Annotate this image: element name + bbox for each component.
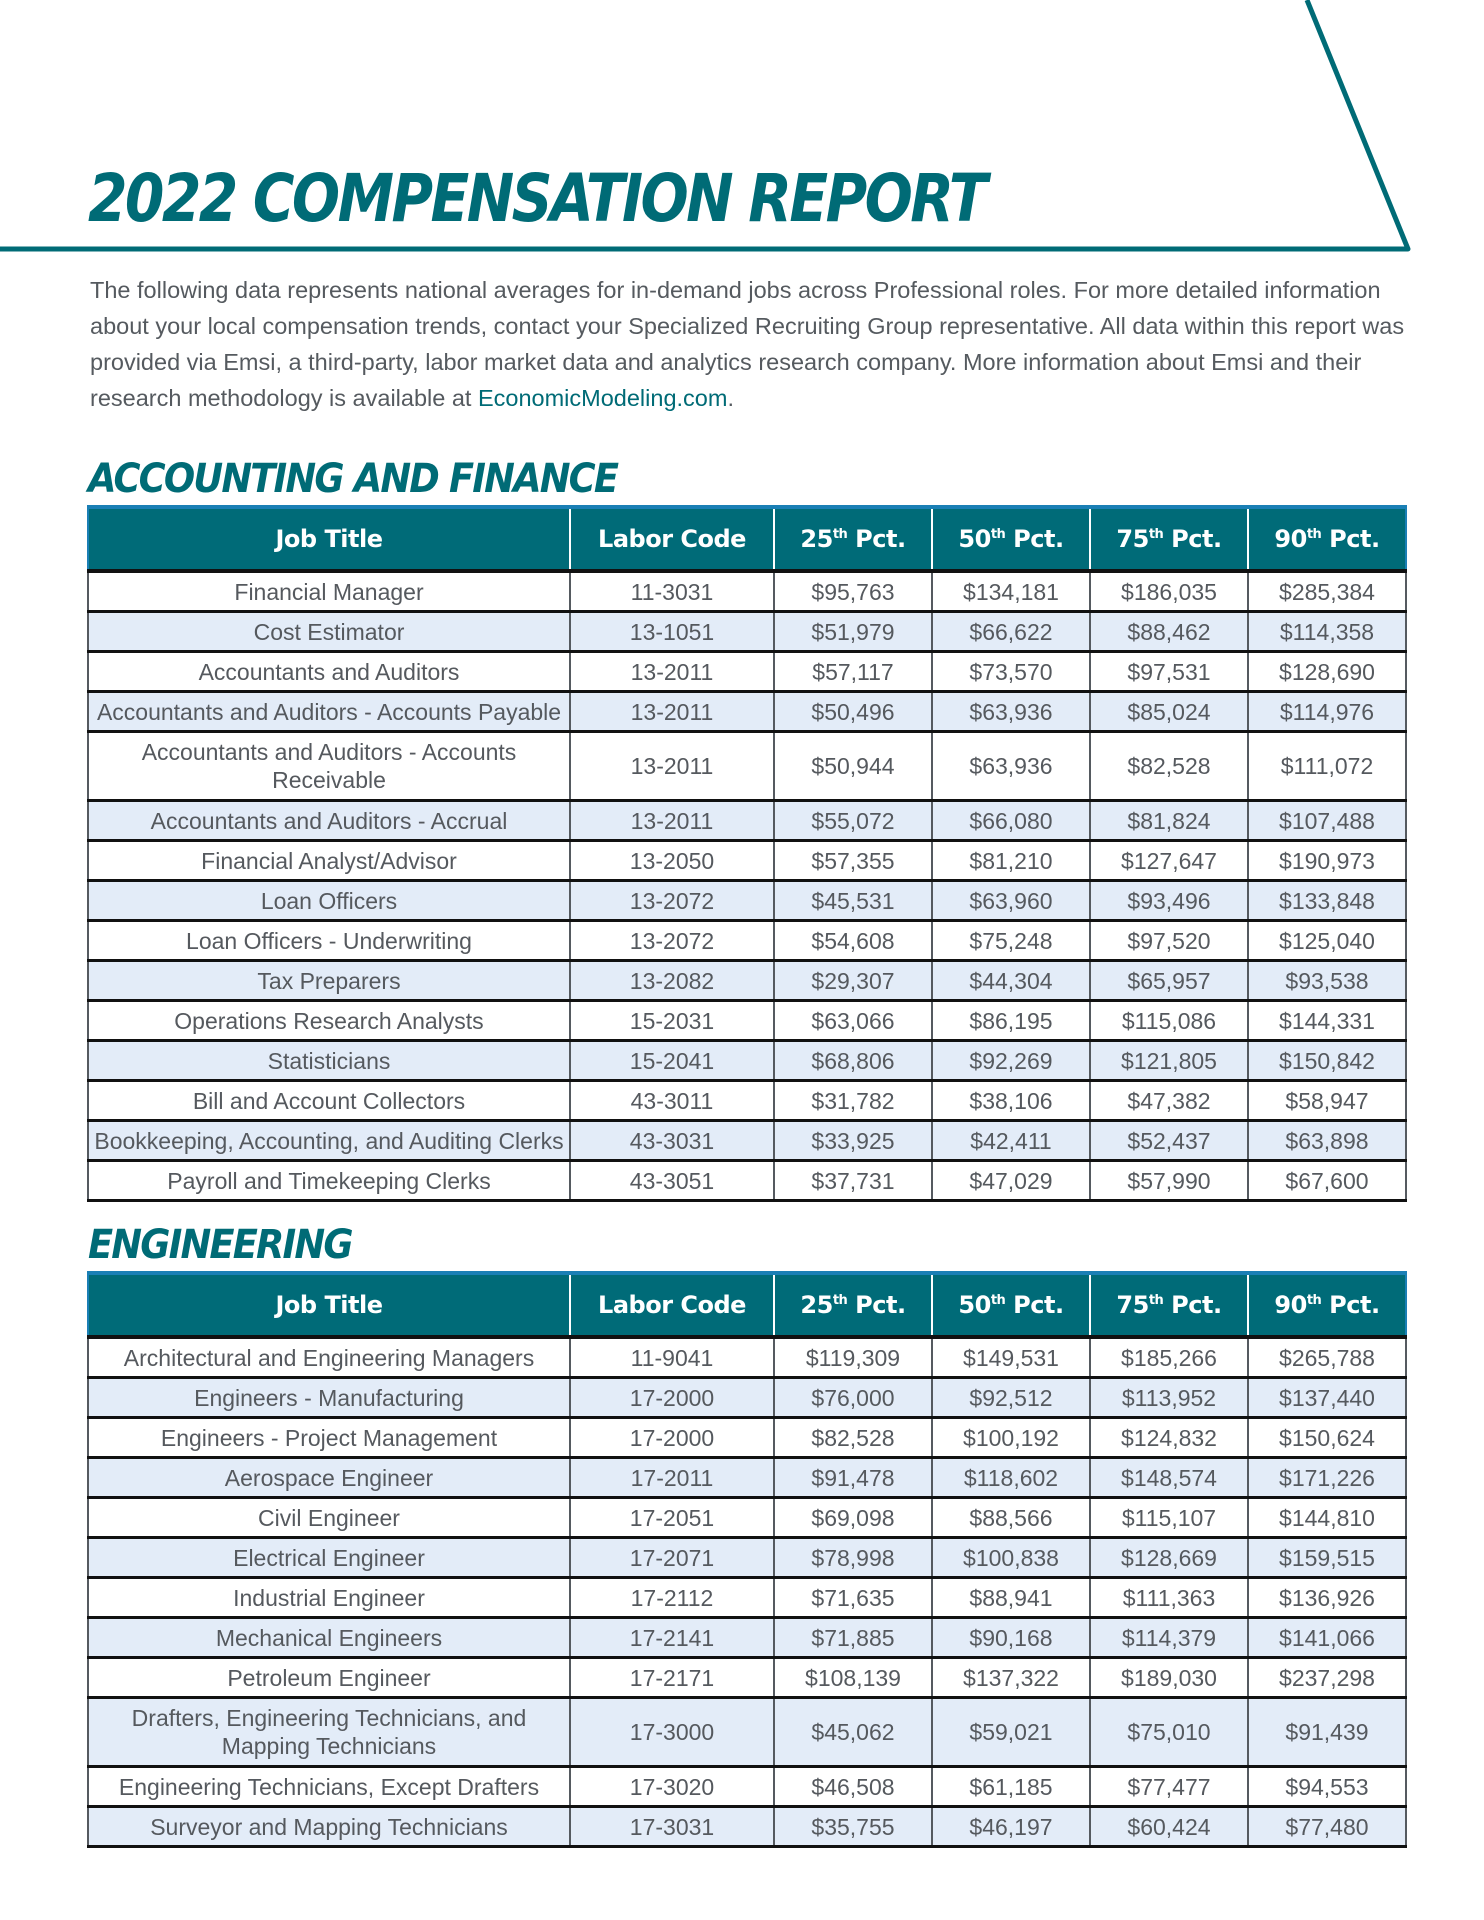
cell-labor-code: 13-2072 [570,921,774,961]
cell-labor-code: 15-2031 [570,1001,774,1041]
cell-job-title: Loan Officers [88,881,570,921]
cell-90th-pct: $91,439 [1248,1698,1406,1767]
cell-50th-pct: $100,192 [932,1418,1090,1458]
cell-25th-pct: $57,117 [774,652,932,692]
cell-50th-pct: $47,029 [932,1161,1090,1201]
cell-25th-pct: $68,806 [774,1041,932,1081]
cell-job-title: Mechanical Engineers [88,1618,570,1658]
cell-25th-pct: $54,608 [774,921,932,961]
table-row [88,961,1406,1001]
cell-50th-pct: $81,210 [932,841,1090,881]
table-row [88,1618,1406,1658]
cell-25th-pct: $119,309 [774,1337,932,1378]
cell-25th-pct: $57,355 [774,841,932,881]
cell-75th-pct: $128,669 [1090,1538,1248,1578]
cell-labor-code: 17-2051 [570,1498,774,1538]
col-header-75th: 75th Pct. [1090,507,1248,571]
cell-75th-pct: $57,990 [1090,1161,1248,1201]
cell-labor-code: 17-2112 [570,1578,774,1618]
col-header-50th: 50th Pct. [932,1273,1090,1337]
table-row [88,1378,1406,1418]
cell-75th-pct: $97,520 [1090,921,1248,961]
cell-90th-pct: $144,810 [1248,1498,1406,1538]
cell-25th-pct: $108,139 [774,1658,932,1698]
cell-50th-pct: $46,197 [932,1807,1090,1847]
cell-50th-pct: $38,106 [932,1081,1090,1121]
cell-job-title: Accountants and Auditors [88,652,570,692]
intro-paragraph [90,272,1410,416]
cell-50th-pct: $88,941 [932,1578,1090,1618]
cell-job-title: Accountants and Auditors - Accounts Payable [88,692,570,732]
cell-labor-code: 17-2141 [570,1618,774,1658]
cell-25th-pct: $95,763 [774,571,932,612]
cell-labor-code: 17-3000 [570,1698,774,1767]
col-header-25th: 25th Pct. [774,507,932,571]
cell-75th-pct: $121,805 [1090,1041,1248,1081]
cell-job-title: Bill and Account Collectors [88,1081,570,1121]
cell-90th-pct: $94,553 [1248,1767,1406,1807]
cell-90th-pct: $285,384 [1248,571,1406,612]
cell-50th-pct: $73,570 [932,652,1090,692]
cell-job-title: Financial Manager [88,571,570,612]
cell-75th-pct: $81,824 [1090,801,1248,841]
cell-25th-pct: $45,062 [774,1698,932,1767]
cell-25th-pct: $82,528 [774,1418,932,1458]
cell-job-title: Cost Estimator [88,612,570,652]
table-row [88,1767,1406,1807]
cell-labor-code: 17-2071 [570,1538,774,1578]
cell-job-title: Aerospace Engineer [88,1458,570,1498]
cell-50th-pct: $90,168 [932,1618,1090,1658]
cell-25th-pct: $69,098 [774,1498,932,1538]
cell-90th-pct: $93,538 [1248,961,1406,1001]
cell-25th-pct: $46,508 [774,1767,932,1807]
cell-50th-pct: $134,181 [932,571,1090,612]
economic-modeling-link[interactable]: EconomicModeling.com [477,385,728,411]
cell-labor-code: 13-2072 [570,881,774,921]
cell-90th-pct: $67,600 [1248,1161,1406,1201]
cell-25th-pct: $50,944 [774,732,932,801]
cell-75th-pct: $60,424 [1090,1807,1248,1847]
cell-25th-pct: $29,307 [774,961,932,1001]
table-header-row [88,507,1406,571]
cell-75th-pct: $82,528 [1090,732,1248,801]
cell-job-title: Petroleum Engineer [88,1658,570,1698]
cell-job-title: Financial Analyst/Advisor [88,841,570,881]
table-row [88,1337,1406,1378]
table-row [88,1081,1406,1121]
cell-90th-pct: $58,947 [1248,1081,1406,1121]
cell-90th-pct: $171,226 [1248,1458,1406,1498]
col-header-job-title: Job Title [88,507,570,571]
table-row [88,1121,1406,1161]
accounting-finance-table [87,505,1407,1202]
cell-25th-pct: $35,755 [774,1807,932,1847]
table-row [88,1498,1406,1538]
cell-50th-pct: $100,838 [932,1538,1090,1578]
cell-50th-pct: $92,269 [932,1041,1090,1081]
cell-25th-pct: $31,782 [774,1081,932,1121]
cell-90th-pct: $114,976 [1248,692,1406,732]
col-header-job-title: Job Title [88,1273,570,1337]
cell-labor-code: 15-2041 [570,1041,774,1081]
intro-text: The following data represents national averages for in-demand jobs across Professional roles. For more detailed information about your local compensation trends, contact your Specialized Recruiting Group representative. All data within this report was provided via Emsi, a third-party, labor market data and analytics research company. More information about Emsi and their research methodology is available at [90,277,1405,411]
cell-90th-pct: $107,488 [1248,801,1406,841]
cell-labor-code: 13-2011 [570,732,774,801]
cell-job-title: Electrical Engineer [88,1538,570,1578]
cell-75th-pct: $111,363 [1090,1578,1248,1618]
cell-job-title: Engineering Technicians, Except Drafters [88,1767,570,1807]
table-row [88,1578,1406,1618]
cell-labor-code: 43-3011 [570,1081,774,1121]
cell-90th-pct: $150,624 [1248,1418,1406,1458]
cell-50th-pct: $42,411 [932,1121,1090,1161]
col-header-90th: 90th Pct. [1248,1273,1406,1337]
cell-50th-pct: $88,566 [932,1498,1090,1538]
engineering-table [87,1271,1407,1848]
cell-labor-code: 17-2000 [570,1378,774,1418]
cell-25th-pct: $63,066 [774,1001,932,1041]
table-row [88,1418,1406,1458]
section-title-accounting: ACCOUNTING AND FINANCE [88,456,618,502]
cell-90th-pct: $159,515 [1248,1538,1406,1578]
cell-labor-code: 43-3031 [570,1121,774,1161]
table-row [88,692,1406,732]
cell-75th-pct: $124,832 [1090,1418,1248,1458]
table-row [88,1001,1406,1041]
cell-job-title: Statisticians [88,1041,570,1081]
table-row [88,1658,1406,1698]
col-header-75th: 75th Pct. [1090,1273,1248,1337]
cell-labor-code: 13-2082 [570,961,774,1001]
cell-75th-pct: $115,086 [1090,1001,1248,1041]
cell-labor-code: 13-2011 [570,692,774,732]
cell-job-title: Industrial Engineer [88,1578,570,1618]
col-header-25th: 25th Pct. [774,1273,932,1337]
cell-75th-pct: $77,477 [1090,1767,1248,1807]
cell-50th-pct: $149,531 [932,1337,1090,1378]
cell-job-title: Architectural and Engineering Managers [88,1337,570,1378]
cell-90th-pct: $141,066 [1248,1618,1406,1658]
cell-75th-pct: $47,382 [1090,1081,1248,1121]
cell-90th-pct: $265,788 [1248,1337,1406,1378]
cell-25th-pct: $76,000 [774,1378,932,1418]
col-header-50th: 50th Pct. [932,507,1090,571]
cell-75th-pct: $88,462 [1090,612,1248,652]
cell-90th-pct: $144,331 [1248,1001,1406,1041]
table-row [88,1161,1406,1201]
cell-job-title: Bookkeeping, Accounting, and Auditing Clerks [88,1121,570,1161]
cell-job-title: Operations Research Analysts [88,1001,570,1041]
cell-25th-pct: $50,496 [774,692,932,732]
cell-90th-pct: $114,358 [1248,612,1406,652]
cell-90th-pct: $137,440 [1248,1378,1406,1418]
page-title: 2022 COMPENSATION REPORT [88,160,986,237]
cell-50th-pct: $86,195 [932,1001,1090,1041]
table-row [88,801,1406,841]
cell-job-title: Engineers - Project Management [88,1418,570,1458]
cell-job-title: Accountants and Auditors - Accounts Receivable [88,732,570,801]
cell-90th-pct: $125,040 [1248,921,1406,961]
cell-75th-pct: $113,952 [1090,1378,1248,1418]
table-row [88,652,1406,692]
cell-labor-code: 13-1051 [570,612,774,652]
cell-25th-pct: $33,925 [774,1121,932,1161]
cell-job-title: Accountants and Auditors - Accrual [88,801,570,841]
table-row [88,1041,1406,1081]
cell-labor-code: 17-2011 [570,1458,774,1498]
cell-90th-pct: $111,072 [1248,732,1406,801]
cell-25th-pct: $37,731 [774,1161,932,1201]
cell-90th-pct: $136,926 [1248,1578,1406,1618]
table-row [88,571,1406,612]
table-row [88,881,1406,921]
cell-job-title: Engineers - Manufacturing [88,1378,570,1418]
cell-90th-pct: $150,842 [1248,1041,1406,1081]
cell-job-title: Payroll and Timekeeping Clerks [88,1161,570,1201]
col-header-90th: 90th Pct. [1248,507,1406,571]
table-row [88,1538,1406,1578]
section-title-engineering: ENGINEERING [88,1222,352,1268]
table-row [88,841,1406,881]
table-header-row [88,1273,1406,1337]
cell-75th-pct: $114,379 [1090,1618,1248,1658]
cell-75th-pct: $185,266 [1090,1337,1248,1378]
cell-labor-code: 17-2171 [570,1658,774,1698]
cell-50th-pct: $63,936 [932,732,1090,801]
cell-90th-pct: $63,898 [1248,1121,1406,1161]
cell-75th-pct: $85,024 [1090,692,1248,732]
cell-25th-pct: $71,635 [774,1578,932,1618]
cell-labor-code: 13-2011 [570,801,774,841]
cell-90th-pct: $190,973 [1248,841,1406,881]
cell-75th-pct: $115,107 [1090,1498,1248,1538]
cell-50th-pct: $59,021 [932,1698,1090,1767]
cell-90th-pct: $128,690 [1248,652,1406,692]
table-row [88,612,1406,652]
cell-labor-code: 43-3051 [570,1161,774,1201]
cell-50th-pct: $63,936 [932,692,1090,732]
cell-labor-code: 17-3031 [570,1807,774,1847]
cell-labor-code: 13-2011 [570,652,774,692]
cell-75th-pct: $148,574 [1090,1458,1248,1498]
cell-25th-pct: $71,885 [774,1618,932,1658]
cell-50th-pct: $118,602 [932,1458,1090,1498]
table-row [88,1807,1406,1847]
cell-50th-pct: $75,248 [932,921,1090,961]
cell-25th-pct: $91,478 [774,1458,932,1498]
cell-labor-code: 11-3031 [570,571,774,612]
cell-90th-pct: $237,298 [1248,1658,1406,1698]
cell-75th-pct: $65,957 [1090,961,1248,1001]
cell-90th-pct: $77,480 [1248,1807,1406,1847]
table-row [88,1458,1406,1498]
cell-job-title: Tax Preparers [88,961,570,1001]
cell-75th-pct: $75,010 [1090,1698,1248,1767]
cell-50th-pct: $137,322 [932,1658,1090,1698]
cell-90th-pct: $133,848 [1248,881,1406,921]
table-row [88,921,1406,961]
col-header-labor-code: Labor Code [570,507,774,571]
cell-labor-code: 13-2050 [570,841,774,881]
cell-50th-pct: $44,304 [932,961,1090,1001]
cell-50th-pct: $63,960 [932,881,1090,921]
cell-25th-pct: $55,072 [774,801,932,841]
cell-job-title: Loan Officers - Underwriting [88,921,570,961]
cell-job-title: Civil Engineer [88,1498,570,1538]
table-row [88,1698,1406,1767]
cell-50th-pct: $92,512 [932,1378,1090,1418]
col-header-labor-code: Labor Code [570,1273,774,1337]
cell-75th-pct: $127,647 [1090,841,1248,881]
intro-trailing: . [727,385,734,411]
cell-job-title: Surveyor and Mapping Technicians [88,1807,570,1847]
cell-50th-pct: $61,185 [932,1767,1090,1807]
cell-75th-pct: $93,496 [1090,881,1248,921]
cell-25th-pct: $78,998 [774,1538,932,1578]
cell-50th-pct: $66,622 [932,612,1090,652]
cell-labor-code: 17-3020 [570,1767,774,1807]
cell-labor-code: 11-9041 [570,1337,774,1378]
cell-75th-pct: $186,035 [1090,571,1248,612]
table-row [88,732,1406,801]
cell-25th-pct: $45,531 [774,881,932,921]
cell-75th-pct: $52,437 [1090,1121,1248,1161]
cell-job-title: Drafters, Engineering Technicians, and Mapping Technicians [88,1698,570,1767]
cell-50th-pct: $66,080 [932,801,1090,841]
cell-labor-code: 17-2000 [570,1418,774,1458]
cell-75th-pct: $97,531 [1090,652,1248,692]
cell-25th-pct: $51,979 [774,612,932,652]
cell-75th-pct: $189,030 [1090,1658,1248,1698]
